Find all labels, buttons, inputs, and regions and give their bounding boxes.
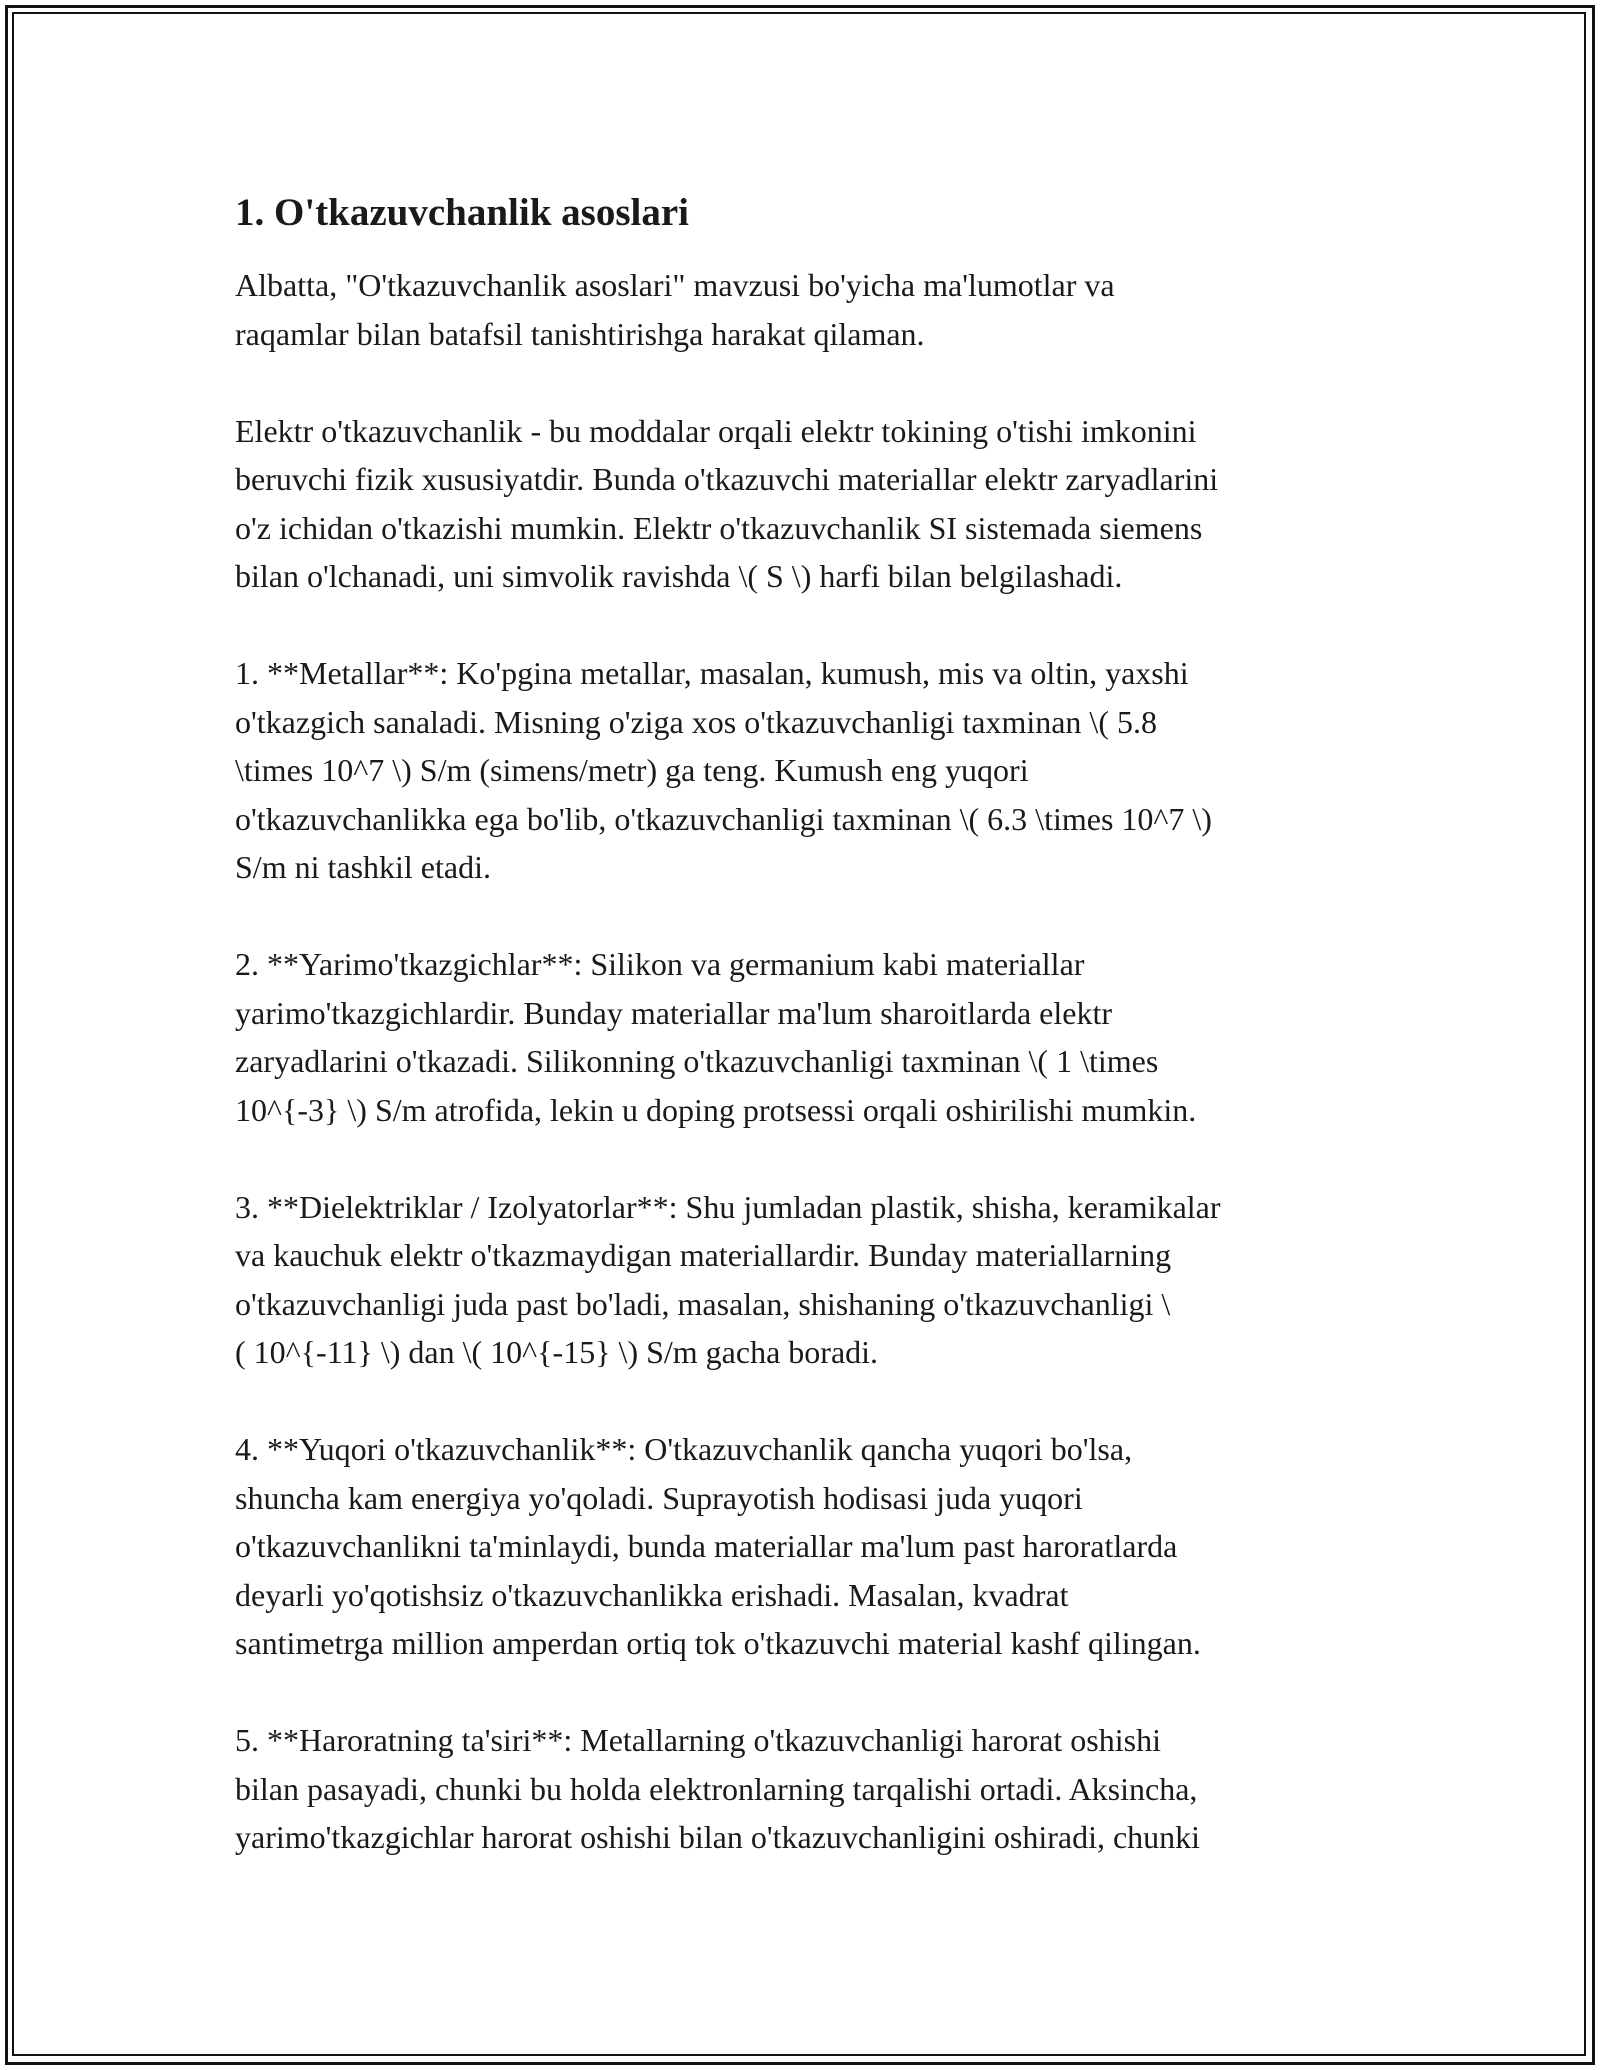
list-item-dielectrics: 3. **Dielektriklar / Izolyatorlar**: Shu jumladan plastik, shisha, keramikalar va kauchuk elektr o'tkazmaydigan materiallardir. Bunday materiallarning o'tkazuvchanligi juda past bo'ladi, masalan, shishaning o'tkazuvchanligi \ ( 10^{-11} \) dan \( 10^{-15} \) S/m gacha boradi. xyxy=(235,1188,1221,1370)
list-item-temperature-effect: 5. **Haroratning ta'siri**: Metallarning o'tkazuvchanligi harorat oshishi bilan pasayadi, chunki bu holda elektronlarning tarqalishi ortadi. Aksincha, yarimo'tkazgichlar harorat oshishi bilan o'tkazuvchanligini oshiradi, chunki xyxy=(235,1722,1201,1855)
intro-paragraph: Albatta, "O'tkazuvchanlik asoslari" mavzusi bo'yicha ma'lumotlar va raqamlar bilan batafsil tanishtirishga harakat qilaman. xyxy=(235,267,1115,352)
definition-paragraph: Elektr o'tkazuvchanlik - bu moddalar orqali elektr tokining o'tishi imkonini beruvchi fizik xususiyatdir. Bunda o'tkazuvchi materiallar elektr zaryadlarini o'z ichidan o'tkazishi mumkin. Elektr o'tkazuvchanlik SI sistemada siemens bilan o'lchanadi, uni simvolik ravishda \( S \) harfi bilan belgilashadi. xyxy=(235,412,1219,594)
list-item-semiconductors: 2. **Yarimo'tkazgichlar**: Silikon va germanium kabi materiallar yarimo'tkazgichlardir. Bunday materiallar ma'lum sharoitlarda elektr zaryadlarini o'tkazadi. Silikonning o'tkazuvchanligi taxminan \( 1 \times 10^{-3} \) S/m atrofida, lekin u doping protsessi orqali oshirilishi mumkin. xyxy=(235,946,1197,1128)
list-item-high-conductivity: 4. **Yuqori o'tkazuvchanlik**: O'tkazuvchanlik qancha yuqori bo'lsa, shuncha kam energiya yo'qoladi. Suprayotish hodisasi juda yuqori o'tkazuvchanlikni ta'minlaydi, bunda materiallar ma'lum past haroratlarda deyarli yo'qotishsiz o'tkazuvchanlikka erishadi. Masalan, kvadrat santimetrga million amperdan ortiq tok o'tkazuvchi material kashf qilingan. xyxy=(235,1431,1201,1661)
list-item-metals: 1. **Metallar**: Ko'pgina metallar, masalan, kumush, mis va oltin, yaxshi o'tkazgich sanaladi. Misning o'ziga xos o'tkazuvchanligi taxminan \( 5.8 \times 10^7 \) S/m (simens/metr) ga teng. Kumush eng yuqori o'tkazuvchanlikka ega bo'lib, o'tkazuvchanligi taxminan \( 6.3 \times 10^7 \) S/m ni tashkil etadi. xyxy=(235,655,1212,885)
document-body xyxy=(235,185,1375,1910)
section-heading: 1. O'tkazuvchanlik asoslari xyxy=(235,191,689,234)
